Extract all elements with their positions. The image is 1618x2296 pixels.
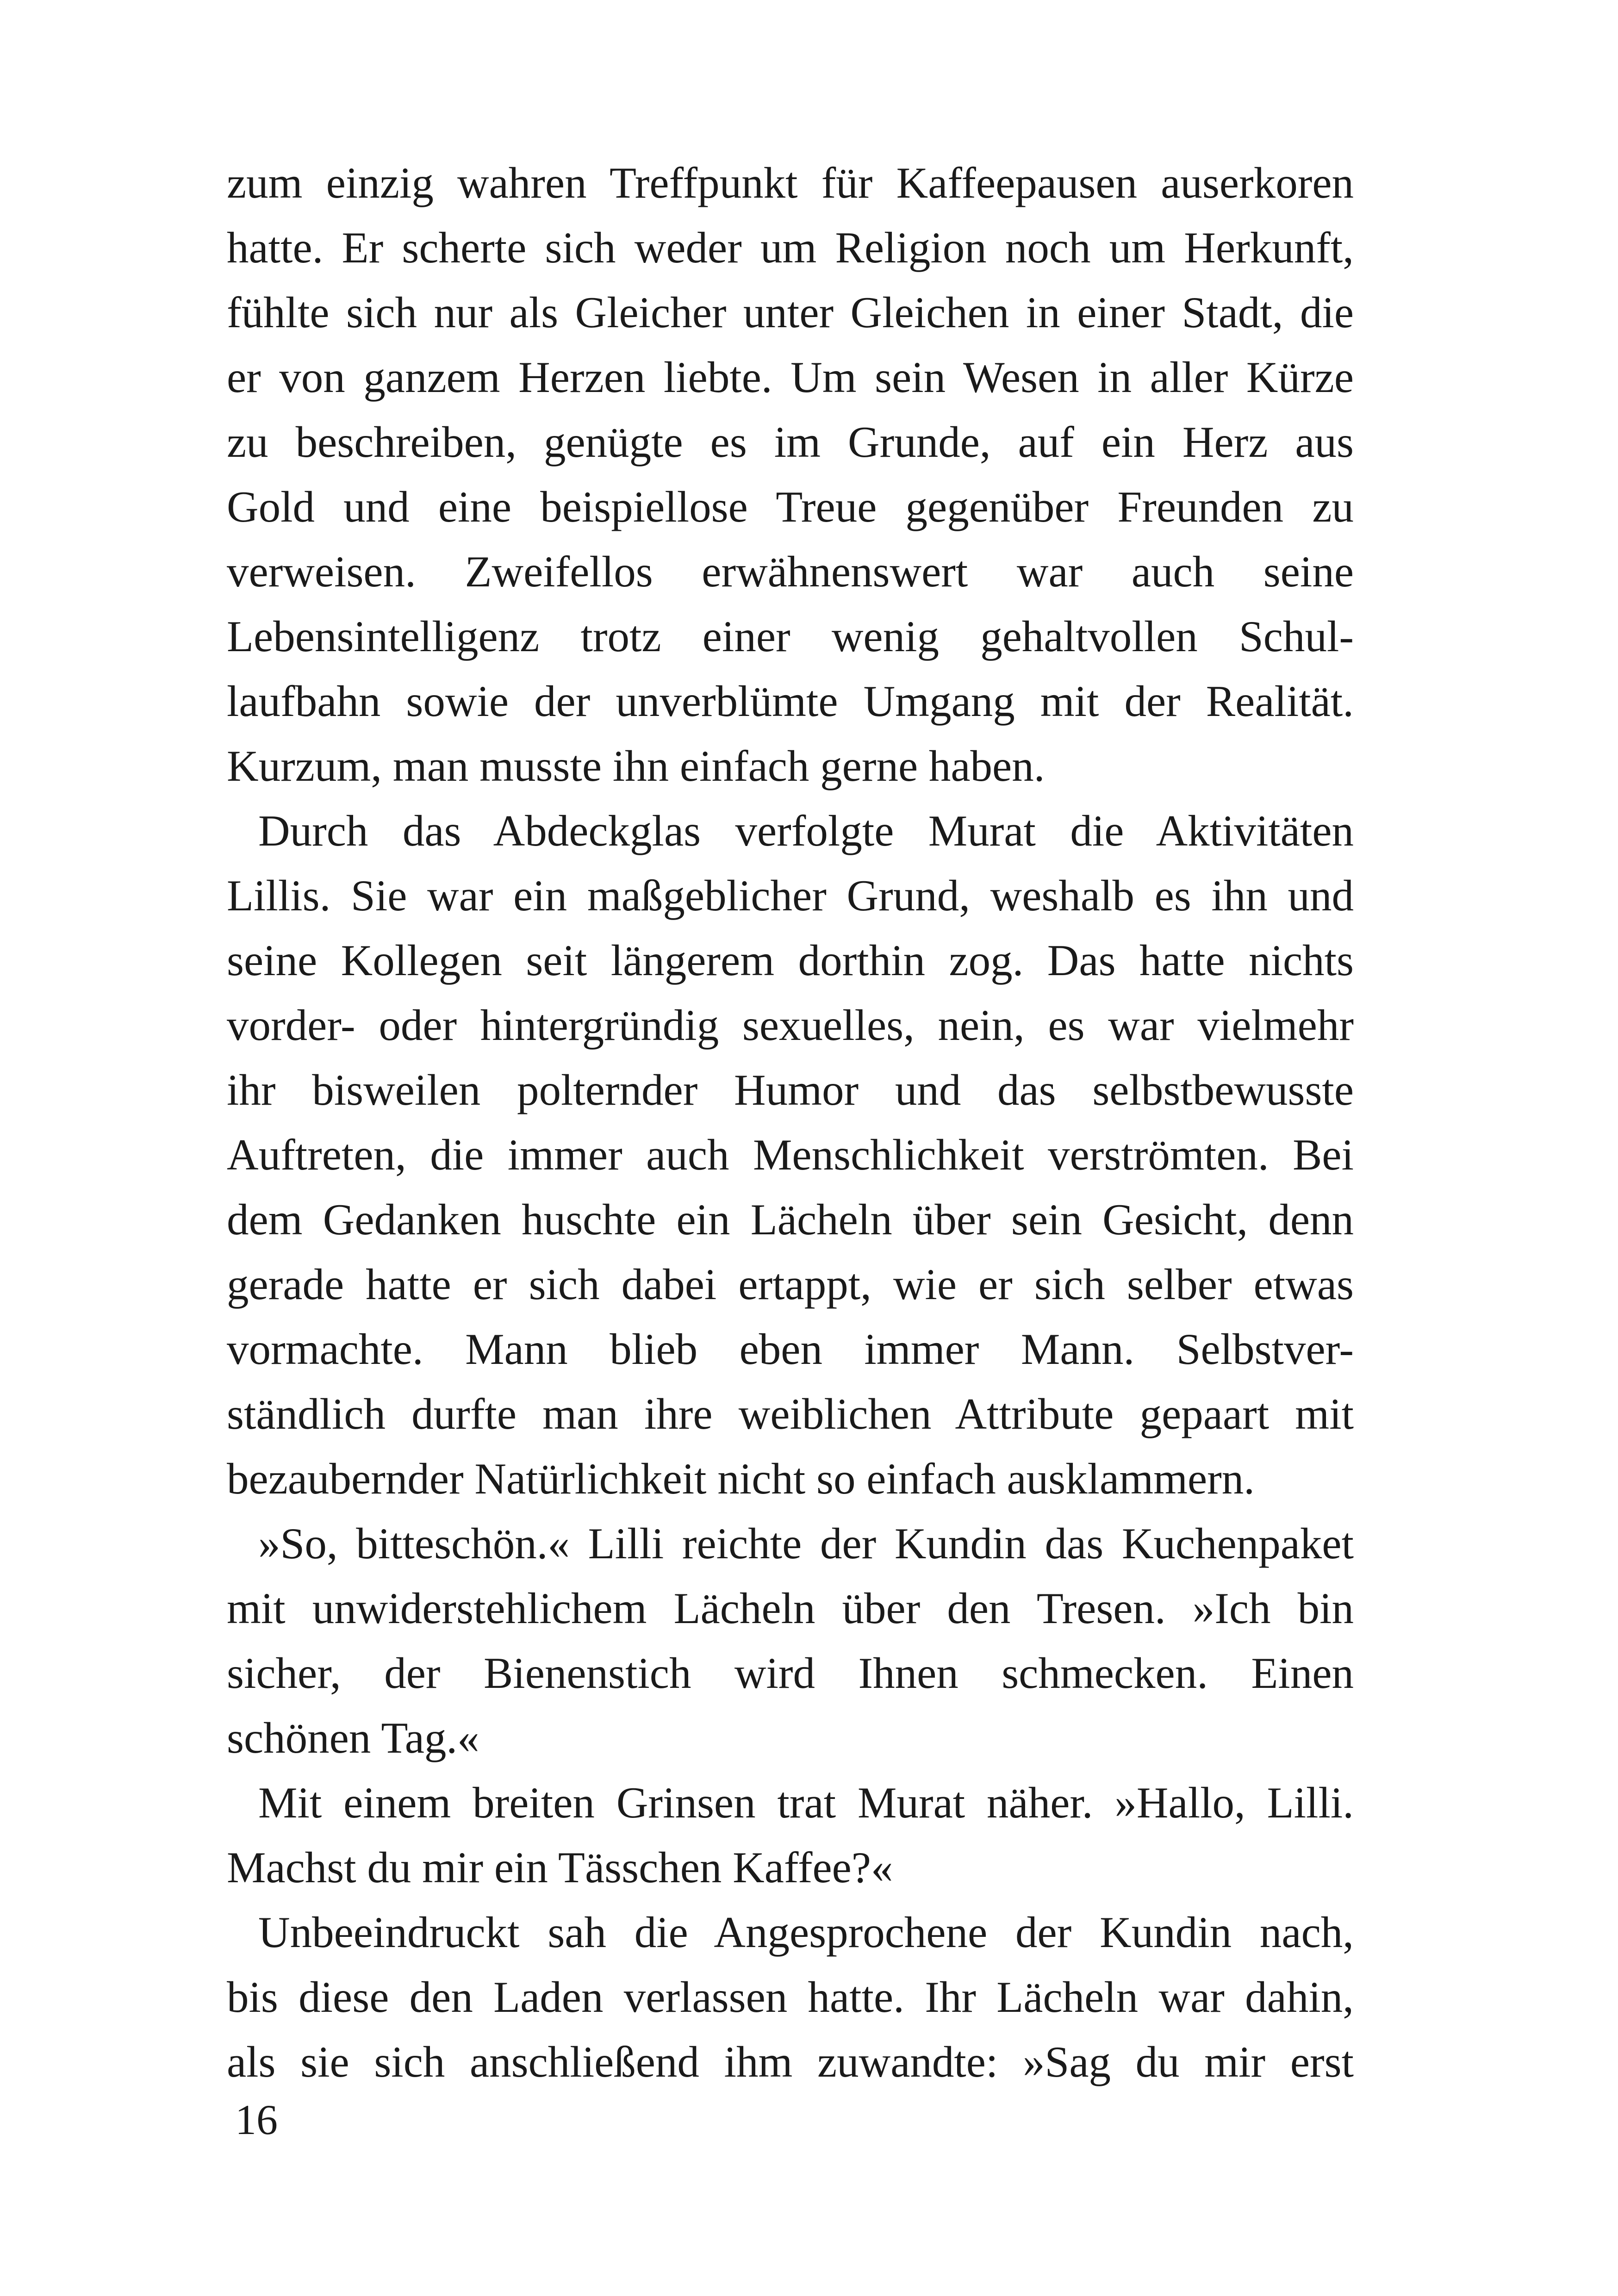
body-text [227,150,1354,2094]
text-line: vorder- oder hintergründig sexuelles, nein, es war vielmehr [227,1001,1354,1050]
text-line: zum einzig wahren Treffpunkt für Kaffeepausen auserkoren [227,158,1354,207]
text-line: bezaubernder Natürlichkeit nicht so einfach ausklammern. [227,1454,1255,1503]
text-line: Kurzum, man musste ihn einfach gerne haben. [227,741,1045,790]
text-line: sicher, der Bienenstich wird Ihnen schmecken. Einen [227,1649,1354,1698]
text-line: Lebensintelligenz trotz einer wenig gehaltvollen Schul- [227,612,1354,661]
text-line: Lillis. Sie war ein maßgeblicher Grund, weshalb es ihn und [227,871,1354,920]
text-line: hatte. Er scherte sich weder um Religion noch um Herkunft, [227,223,1354,272]
paragraph-first-line: Unbeeindruckt sah die Angesprochene der Kundin nach, [258,1908,1354,1957]
paragraph-first-line: Durch das Abdeckglas verfolgte Murat die Aktivitäten [258,806,1354,855]
text-line: mit unwiderstehlichem Lächeln über den Tresen. »Ich bin [227,1584,1354,1633]
paragraph-first-line: »So, bitteschön.« Lilli reichte der Kundin das Kuchenpaket [258,1519,1354,1568]
text-line: fühlte sich nur als Gleicher unter Gleichen in einer Stadt, die [227,288,1354,337]
text-line: laufbahn sowie der unverblümte Umgang mit der Realität. [227,677,1354,726]
text-line: als sie sich anschließend ihm zuwandte: »Sag du mir erst [227,2037,1354,2086]
text-line: vormachte. Mann blieb eben immer Mann. Selbstver- [227,1325,1354,1374]
text-line: Machst du mir ein Tässchen Kaffee?« [227,1843,893,1892]
text-line: seine Kollegen seit längerem dorthin zog. Das hatte nichts [227,936,1354,985]
text-line: verweisen. Zweifellos erwähnenswert war auch seine [227,547,1354,596]
text-line: dem Gedanken huschte ein Lächeln über sein Gesicht, denn [227,1195,1354,1244]
text-line: ständlich durfte man ihre weiblichen Attribute gepaart mit [227,1389,1354,1438]
paragraph-first-line: Mit einem breiten Grinsen trat Murat näher. »Hallo, Lilli. [258,1778,1354,1827]
text-line: schönen Tag.« [227,1713,479,1762]
text-line: ihr bisweilen polternder Humor und das selbstbewusste [227,1065,1354,1114]
page-number: 16 [235,2096,278,2143]
text-line: er von ganzem Herzen liebte. Um sein Wesen in aller Kürze [227,353,1354,402]
text-line: zu beschreiben, genügte es im Grunde, auf ein Herz aus [227,417,1354,467]
text-line: gerade hatte er sich dabei ertappt, wie er sich selber etwas [227,1260,1354,1309]
text-line: bis diese den Laden verlassen hatte. Ihr Lächeln war dahin, [227,1972,1354,2022]
text-line: Auftreten, die immer auch Menschlichkeit verströmten. Bei [227,1130,1354,1179]
text-line: Gold und eine beispiellose Treue gegenüber Freunden zu [227,482,1354,531]
